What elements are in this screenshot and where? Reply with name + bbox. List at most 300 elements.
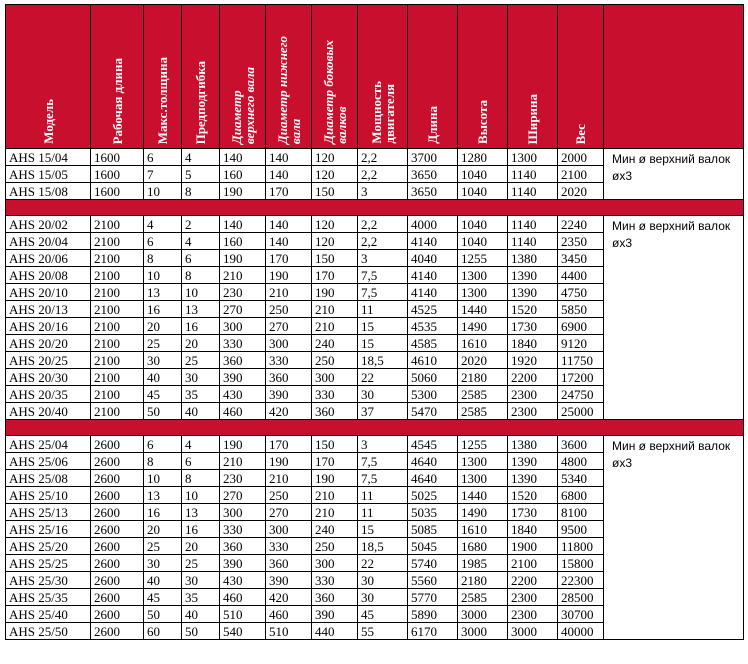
table-cell: 360 (220, 538, 266, 555)
table-cell: 2,2 (358, 233, 408, 250)
table-cell: 3650 (408, 183, 458, 200)
table-body (6, 149, 744, 640)
group-note: Мин ø верхний валок øх3 (604, 216, 744, 420)
table-cell: 1280 (458, 149, 508, 166)
table-cell: 6170 (408, 623, 458, 640)
table-cell: 1490 (458, 318, 508, 335)
table-cell: 270 (266, 504, 312, 521)
table-cell: 40 (144, 572, 182, 589)
table-cell: 270 (220, 487, 266, 504)
table-cell: 3 (358, 250, 408, 267)
table-cell: 2200 (508, 572, 558, 589)
model-cell: AHS 15/05 (6, 166, 91, 183)
table-cell: 1680 (458, 538, 508, 555)
table-cell: 510 (266, 623, 312, 640)
table-cell: 3 (358, 436, 408, 453)
table-cell: 7,5 (358, 267, 408, 284)
table-cell: 8100 (558, 504, 604, 521)
column-header-label: Вес (573, 123, 588, 144)
table-cell: 3450 (558, 250, 604, 267)
table-cell: 300 (266, 335, 312, 352)
model-cell: AHS 25/13 (6, 504, 91, 521)
table-cell: 150 (312, 183, 358, 200)
table-cell: 5025 (408, 487, 458, 504)
table-cell: 30 (358, 572, 408, 589)
table-cell: 1140 (508, 216, 558, 233)
model-cell: AHS 15/08 (6, 183, 91, 200)
table-cell: 4040 (408, 250, 458, 267)
model-cell: AHS 20/10 (6, 284, 91, 301)
column-header-5 (266, 5, 312, 149)
table-cell: 2020 (458, 352, 508, 369)
table-cell: 15800 (558, 555, 604, 572)
header-row (6, 5, 744, 149)
table-cell: 250 (312, 352, 358, 369)
table-cell: 4610 (408, 352, 458, 369)
table-cell: 300 (312, 555, 358, 572)
table-cell: 1490 (458, 504, 508, 521)
model-cell: AHS 20/16 (6, 318, 91, 335)
table-cell: 300 (220, 318, 266, 335)
group-note: Мин ø верхний валок øх3 (604, 149, 744, 200)
table-cell: 5045 (408, 538, 458, 555)
table-cell: 45 (144, 589, 182, 606)
column-header-label: Диаметр нижнего вала (274, 35, 303, 144)
table-cell: 1255 (458, 436, 508, 453)
table-cell: 2600 (91, 521, 144, 538)
table-cell: 2180 (458, 369, 508, 386)
model-cell: AHS 20/02 (6, 216, 91, 233)
model-cell: AHS 25/25 (6, 555, 91, 572)
table-cell: 50 (182, 623, 220, 640)
model-cell: AHS 25/10 (6, 487, 91, 504)
table-cell: 460 (266, 606, 312, 623)
table-cell: 5470 (408, 403, 458, 420)
table-cell: 190 (220, 250, 266, 267)
table-cell: 170 (312, 267, 358, 284)
column-header-label: Макс.толщина (155, 56, 170, 144)
table-cell: 1840 (508, 521, 558, 538)
table-cell: 2600 (91, 538, 144, 555)
table-cell: 1300 (458, 470, 508, 487)
table-cell: 360 (266, 369, 312, 386)
table-cell: 270 (220, 301, 266, 318)
model-cell: AHS 20/40 (6, 403, 91, 420)
table-cell: 1730 (508, 504, 558, 521)
table-cell: 230 (220, 284, 266, 301)
table-cell: 5740 (408, 555, 458, 572)
table-cell: 170 (266, 250, 312, 267)
table-cell: 2600 (91, 572, 144, 589)
table-cell: 1040 (458, 183, 508, 200)
table-cell: 300 (266, 521, 312, 538)
table-cell: 2100 (91, 369, 144, 386)
table-cell: 2600 (91, 487, 144, 504)
table-cell: 2100 (91, 301, 144, 318)
table-cell: 1600 (91, 183, 144, 200)
table-cell: 330 (220, 335, 266, 352)
table-cell: 270 (266, 318, 312, 335)
table-cell: 190 (266, 267, 312, 284)
table-cell: 300 (312, 369, 358, 386)
table-cell: 1900 (508, 538, 558, 555)
table-cell: 40 (144, 369, 182, 386)
table-cell: 190 (266, 453, 312, 470)
table-cell: 1985 (458, 555, 508, 572)
column-header-12 (604, 5, 744, 149)
table-cell: 1140 (508, 166, 558, 183)
table-cell: 22300 (558, 572, 604, 589)
table-cell: 150 (312, 436, 358, 453)
column-header-label: Ширина (525, 93, 540, 144)
table-cell: 2300 (508, 403, 558, 420)
separator-bar (6, 420, 744, 436)
table-cell: 440 (312, 623, 358, 640)
model-cell: AHS 20/25 (6, 352, 91, 369)
table-cell: 1920 (508, 352, 558, 369)
table-cell: 11 (358, 487, 408, 504)
table-cell: 16 (144, 504, 182, 521)
table-row (6, 216, 744, 233)
table-cell: 25 (144, 538, 182, 555)
model-cell: AHS 25/16 (6, 521, 91, 538)
table-cell: 5340 (558, 470, 604, 487)
table-cell: 6 (144, 149, 182, 166)
table-cell: 40 (182, 606, 220, 623)
table-cell: 2180 (458, 572, 508, 589)
table-cell: 1390 (508, 267, 558, 284)
table-cell: 25000 (558, 403, 604, 420)
table-cell: 7,5 (358, 453, 408, 470)
table-cell: 2100 (91, 318, 144, 335)
table-cell: 7,5 (358, 284, 408, 301)
table-cell: 2100 (91, 233, 144, 250)
table-cell: 3650 (408, 166, 458, 183)
table-cell: 11750 (558, 352, 604, 369)
table-cell: 210 (266, 470, 312, 487)
column-header-label: Длина (425, 106, 440, 144)
table-cell: 24750 (558, 386, 604, 403)
table-cell: 330 (312, 572, 358, 589)
group-note: Мин ø верхний валок øх3 (604, 436, 744, 640)
table-cell: 9500 (558, 521, 604, 538)
table-cell: 6 (182, 250, 220, 267)
table-cell: 2100 (91, 403, 144, 420)
table-cell: 2,2 (358, 149, 408, 166)
model-cell: AHS 25/04 (6, 436, 91, 453)
table-cell: 15 (358, 318, 408, 335)
table-cell: 2585 (458, 403, 508, 420)
table-cell: 4400 (558, 267, 604, 284)
table-cell: 1520 (508, 301, 558, 318)
table-cell: 11 (358, 504, 408, 521)
table-cell: 35 (182, 589, 220, 606)
table-cell: 4 (182, 233, 220, 250)
table-cell: 140 (266, 149, 312, 166)
table-cell: 210 (312, 487, 358, 504)
model-cell: AHS 20/04 (6, 233, 91, 250)
table-cell: 1440 (458, 301, 508, 318)
table-cell: 2600 (91, 436, 144, 453)
table-header (6, 5, 744, 149)
table-cell: 3700 (408, 149, 458, 166)
table-cell: 2585 (458, 386, 508, 403)
table-cell: 5770 (408, 589, 458, 606)
table-cell: 30 (182, 369, 220, 386)
table-cell: 8 (144, 453, 182, 470)
column-header-label: Модель (40, 99, 56, 144)
table-cell: 3000 (458, 623, 508, 640)
table-cell: 4 (182, 436, 220, 453)
table-cell: 2600 (91, 606, 144, 623)
table-cell: 40000 (558, 623, 604, 640)
model-cell: AHS 25/50 (6, 623, 91, 640)
table-cell: 2585 (458, 589, 508, 606)
table-cell: 4640 (408, 470, 458, 487)
table-cell: 2100 (91, 216, 144, 233)
table-cell: 120 (312, 166, 358, 183)
table-cell: 60 (144, 623, 182, 640)
table-cell: 13 (144, 284, 182, 301)
table-cell: 1300 (508, 149, 558, 166)
table-cell: 1600 (91, 166, 144, 183)
table-cell: 40 (182, 403, 220, 420)
table-cell: 390 (220, 369, 266, 386)
table-cell: 3 (358, 183, 408, 200)
table-cell: 390 (266, 572, 312, 589)
table-cell: 7 (144, 166, 182, 183)
column-header-2 (144, 5, 182, 149)
table-cell: 1600 (91, 149, 144, 166)
table-cell: 210 (312, 318, 358, 335)
table-cell: 4545 (408, 436, 458, 453)
separator-bar (6, 200, 744, 216)
table-cell: 2100 (91, 284, 144, 301)
table-cell: 4800 (558, 453, 604, 470)
table-cell: 10 (144, 267, 182, 284)
table-cell: 17200 (558, 369, 604, 386)
table-cell: 22 (358, 555, 408, 572)
table-cell: 25 (182, 555, 220, 572)
table-cell: 1380 (508, 436, 558, 453)
table-cell: 140 (220, 149, 266, 166)
table-cell: 2600 (91, 470, 144, 487)
table-cell: 2100 (91, 386, 144, 403)
table-cell: 6 (144, 233, 182, 250)
table-cell: 390 (220, 555, 266, 572)
table-cell: 120 (312, 149, 358, 166)
table-cell: 4750 (558, 284, 604, 301)
table-cell: 2300 (508, 606, 558, 623)
table-cell: 45 (358, 606, 408, 623)
table-cell: 120 (312, 216, 358, 233)
table-cell: 360 (312, 403, 358, 420)
table-cell: 360 (312, 589, 358, 606)
table-cell: 4585 (408, 335, 458, 352)
table-cell: 8 (182, 267, 220, 284)
model-cell: AHS 25/06 (6, 453, 91, 470)
column-header-label: Диаметр верхнего вала (228, 66, 257, 144)
table-cell: 5300 (408, 386, 458, 403)
table-row (6, 149, 744, 166)
table-cell: 210 (220, 267, 266, 284)
model-cell: AHS 20/08 (6, 267, 91, 284)
table-cell: 1380 (508, 250, 558, 267)
table-cell: 10 (182, 284, 220, 301)
table-cell: 4000 (408, 216, 458, 233)
column-header-8 (408, 5, 458, 149)
column-header-9 (458, 5, 508, 149)
table-cell: 1390 (508, 470, 558, 487)
table-cell: 30 (182, 572, 220, 589)
table-cell: 210 (266, 284, 312, 301)
table-cell: 20 (144, 521, 182, 538)
table-cell: 5850 (558, 301, 604, 318)
table-cell: 22 (358, 369, 408, 386)
table-cell: 330 (220, 521, 266, 538)
table-cell: 45 (144, 386, 182, 403)
table-cell: 5060 (408, 369, 458, 386)
table-cell: 190 (312, 470, 358, 487)
table-cell: 460 (220, 589, 266, 606)
table-cell: 1520 (508, 487, 558, 504)
table-cell: 140 (266, 216, 312, 233)
table-cell: 250 (266, 487, 312, 504)
model-cell: AHS 15/04 (6, 149, 91, 166)
table-cell: 2 (182, 216, 220, 233)
table-cell: 13 (182, 504, 220, 521)
column-header-label: Рабочая длина (109, 57, 125, 144)
table-cell: 240 (312, 521, 358, 538)
table-cell: 250 (266, 301, 312, 318)
table-cell: 360 (220, 352, 266, 369)
table-cell: 390 (312, 606, 358, 623)
table-cell: 5035 (408, 504, 458, 521)
table-cell: 420 (266, 403, 312, 420)
table-cell: 15 (358, 521, 408, 538)
table-cell: 4140 (408, 267, 458, 284)
table-cell: 1255 (458, 250, 508, 267)
table-cell: 2,2 (358, 216, 408, 233)
table-cell: 8 (144, 250, 182, 267)
table-cell: 1840 (508, 335, 558, 352)
table-cell: 120 (312, 233, 358, 250)
table-cell: 5 (182, 166, 220, 183)
table-cell: 15 (358, 335, 408, 352)
model-cell: AHS 20/35 (6, 386, 91, 403)
model-cell: AHS 20/30 (6, 369, 91, 386)
table-cell: 2350 (558, 233, 604, 250)
table-cell: 3000 (458, 606, 508, 623)
table-cell: 1140 (508, 183, 558, 200)
model-cell: AHS 25/20 (6, 538, 91, 555)
table-cell: 2600 (91, 623, 144, 640)
model-cell: AHS 25/08 (6, 470, 91, 487)
table-cell: 6800 (558, 487, 604, 504)
table-cell: 10 (182, 487, 220, 504)
table-cell: 3000 (508, 623, 558, 640)
table-cell: 1300 (458, 453, 508, 470)
group-separator (6, 420, 744, 436)
table-cell: 1610 (458, 521, 508, 538)
table-cell: 170 (266, 183, 312, 200)
table-cell: 140 (220, 216, 266, 233)
column-header-label: Высота (475, 100, 490, 144)
table-cell: 2020 (558, 183, 604, 200)
model-cell: AHS 25/40 (6, 606, 91, 623)
table-cell: 190 (220, 436, 266, 453)
table-cell: 18,5 (358, 352, 408, 369)
table-cell: 2100 (91, 352, 144, 369)
table-cell: 4140 (408, 233, 458, 250)
table-cell: 4535 (408, 318, 458, 335)
table-cell: 4140 (408, 284, 458, 301)
table-cell: 50 (144, 403, 182, 420)
table-cell: 10 (144, 470, 182, 487)
table-cell: 2100 (508, 555, 558, 572)
table-cell: 13 (144, 487, 182, 504)
table-cell: 18,5 (358, 538, 408, 555)
table-cell: 2200 (508, 369, 558, 386)
table-cell: 10 (144, 183, 182, 200)
table-cell: 9120 (558, 335, 604, 352)
table-cell: 430 (220, 386, 266, 403)
table-cell: 2600 (91, 555, 144, 572)
table-cell: 2300 (508, 386, 558, 403)
table-cell: 16 (144, 301, 182, 318)
column-header-0 (6, 5, 91, 149)
column-header-11 (558, 5, 604, 149)
column-header-10 (508, 5, 558, 149)
table-cell: 390 (266, 386, 312, 403)
table-cell: 140 (266, 166, 312, 183)
table-cell: 540 (220, 623, 266, 640)
table-cell: 5085 (408, 521, 458, 538)
table-cell: 1390 (508, 453, 558, 470)
table-cell: 160 (220, 233, 266, 250)
table-cell: 460 (220, 403, 266, 420)
table-cell: 4 (182, 149, 220, 166)
table-cell: 1300 (458, 284, 508, 301)
table-cell: 2600 (91, 504, 144, 521)
table-cell: 330 (266, 538, 312, 555)
table-row (6, 436, 744, 453)
table-cell: 30700 (558, 606, 604, 623)
table-cell: 7,5 (358, 470, 408, 487)
table-cell: 330 (312, 386, 358, 403)
table-cell: 140 (266, 233, 312, 250)
table-cell: 2100 (91, 250, 144, 267)
column-header-label: Предподгибка (193, 60, 208, 144)
table-cell: 420 (266, 589, 312, 606)
table-cell: 30 (358, 589, 408, 606)
table-cell: 1040 (458, 233, 508, 250)
table-cell: 170 (312, 453, 358, 470)
table-cell: 4 (144, 216, 182, 233)
table-cell: 240 (312, 335, 358, 352)
machine-spec-table (5, 4, 744, 640)
table-cell: 210 (312, 301, 358, 318)
table-cell: 1440 (458, 487, 508, 504)
table-cell: 2100 (558, 166, 604, 183)
table-cell: 3600 (558, 436, 604, 453)
model-cell: AHS 20/13 (6, 301, 91, 318)
table-cell: 510 (220, 606, 266, 623)
table-cell: 13 (182, 301, 220, 318)
table-cell: 2240 (558, 216, 604, 233)
table-cell: 20 (144, 318, 182, 335)
table-cell: 37 (358, 403, 408, 420)
